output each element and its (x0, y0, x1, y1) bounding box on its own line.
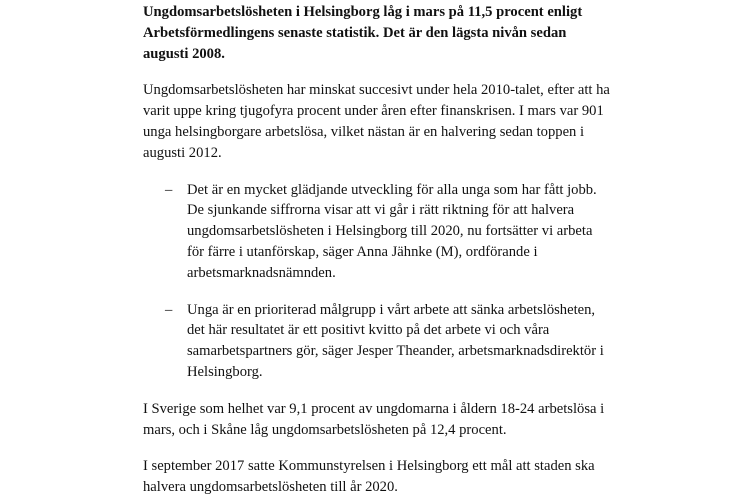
dash-bullet-icon: – (165, 301, 173, 318)
quote-text-2: Unga är en prioriterad målgrupp i vårt arbete att sänka arbetslösheten, det här resultatet är ett positivt kvitto på det arbete vi och våra samarbetspartners gör, säger Jesper Theander, arbetsmarknadsdirektör i Helsingborg. (187, 301, 604, 380)
quote-text-1: Det är en mycket glädjande utveckling för alla unga som har fått jobb. De sjunkande siffrorna visar att vi går i rätt riktning för att halvera ungdomsarbetslösheten i Helsingborg till 2020, nu fortsätter vi arbeta för färre i utanförskap, säger Anna Jähnke (M), ordförande i arbetsmarknadsnämnden. (187, 181, 597, 281)
body-paragraph-3: I september 2017 satte Kommunstyrelsen i Helsingborg ett mål att staden ska halvera ungdomsarbetslösheten till år 2020. (143, 458, 595, 496)
body-paragraph-1: Ungdomsarbetslösheten har minskat succesivt under hela 2010-talet, efter att ha varit uppe kring tjugofyra procent under åren efter finanskrisen. I mars var 901 unga helsingborgare arbetslösa, vilket nästan är en halvering sedan toppen i augusti 2012. (143, 82, 610, 161)
dash-bullet-icon: – (165, 181, 173, 198)
body-paragraph-2: I Sverige som helhet var 9,1 procent av ungdomarna i åldern 18-24 arbetslösa i mars, och i Skåne låg ungdomsarbetslösheten på 12,4 procent. (143, 400, 605, 438)
quote-item-1 (143, 180, 613, 284)
quote-item-2 (143, 300, 613, 383)
lead-paragraph: Ungdomsarbetslösheten i Helsingborg låg i mars på 11,5 procent enligt Arbetsförmedlingens senaste statistik. Det är den lägsta nivån sedan augusti 2008. (143, 4, 583, 62)
document-page (143, 2, 613, 498)
